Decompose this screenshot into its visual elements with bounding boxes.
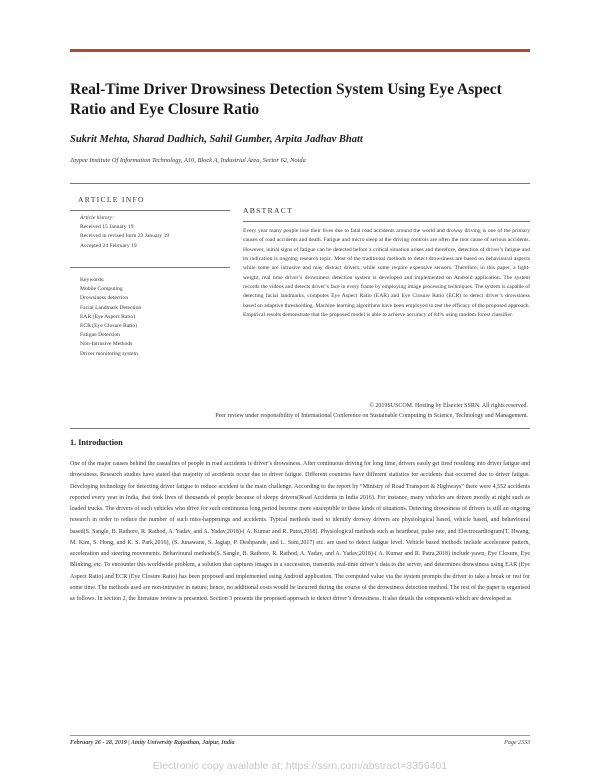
ssrn-watermark: Electronic copy available at: https://ssrn.com/abstract=3356401 [152, 760, 448, 772]
keyword: Drowsiness detection [80, 295, 129, 302]
divider [70, 183, 530, 184]
keywords-block [80, 276, 238, 359]
keyword: Driver monitoring system [80, 350, 138, 357]
footer-rule [70, 735, 530, 736]
history-received: Received 15 January 19 [80, 224, 134, 231]
article-history [80, 214, 238, 251]
keyword: Non-Intrusive Methods [80, 341, 133, 348]
keyword: Fatigue Detection [80, 332, 120, 339]
history-accepted: Accepted 24 February 19 [80, 242, 137, 249]
header-rule [70, 49, 530, 52]
divider [243, 221, 530, 222]
keywords-label: Keywords: [80, 277, 105, 283]
paper-title: Real-Time Driver Drowsiness Detection System Using Eye Aspect Ratio and Eye Closure Ratio [70, 81, 502, 118]
abstract-text: Every year many people lose their lives due to fatal road accidents around the world and drowsy driving is one of the primary causes of road accidents and death. Fatigue and micro sleep at the driving controls are often the root cause of serious accidents. However, initial signs of fatigue can be detected before a critical situation arises and therefore, detection of driver’s fatigue and its indication is ongoing research topic. Most of the traditional methods to detect drowsiness are based on behavioural aspects while some are intrusive and may distract drivers, while some require expensive sensors. Therefore, in this paper, a light-weight, real time driver’s drowsiness detection system is developed and implemented on Android application. The system records the videos and detects driver’s face in every frame by employing image processing techniques. The system is capable of detecting facial landmarks, computes Eye Aspect Ratio (EAR) and Eye Closure Ratio (ECR) to detect driver’s drowsiness based on adaptive thresholding. Machine learning algorithms have been employed to test the efficacy of the proposed approach. Empirical results demonstrate that the proposed model is able to achieve accuracy of 84% using random forest classifier. [243, 228, 530, 319]
divider [70, 428, 530, 429]
keyword: EAR (Eye Aspect Ratio) [80, 313, 136, 320]
footer [70, 740, 530, 746]
keyword: Facial Landmark Detection [80, 304, 142, 311]
abstract-heading: ABSTRACT [243, 206, 294, 215]
affiliation: Jaypee Institute Of Information Technology, A10, Block A, Industrial Area, Sector 62, Noida [70, 157, 306, 164]
history-label: Article history: [80, 215, 115, 221]
copyright: © 2019SUSCOM. Hosting by Elsevier SSRN. All rights reserved. [369, 403, 528, 409]
authors: Sukrit Mehta, Sharad Dadhich, Sahil Gumber, Arpita Jadhav Bhatt [70, 134, 363, 145]
peer-review-note: Peer review under responsibility of International Conference on Sustainable Computing in Science, Technology and Management. [215, 413, 528, 419]
page-number: Page 2333 [504, 740, 530, 746]
divider [70, 267, 230, 268]
conference-info: February 26 - 28, 2019 | Amity University Rajasthan, Jaipur, India [70, 740, 235, 746]
keyword: ECR (Eye Closure Ratio) [80, 323, 138, 330]
divider [70, 210, 230, 211]
keyword: Mobile Computing [80, 286, 123, 293]
section-heading-introduction: 1. Introduction [70, 438, 123, 447]
article-info-heading: ARTICLE INFO [78, 195, 145, 204]
history-revised: Received in revised form 23 January 19 [80, 233, 170, 240]
introduction-text: One of the major causes behind the casualties of people in road accidents is driver’s drowsiness. After continuous driving for long time, drivers easily get tired resulting into driver fatigue and drowsiness. Research studies have stated that majority of accidents occur due to driver fatigue. Different countries have different statistics for accidents that occurred due to driver fatigue. Developing technology for detecting driver fatigue to reduce accident is the main challenge. According to the report by “Ministry of Road Transport & Highways” there were 4,552 accidents reported every year in India, that took lives of thousands of people because of sleepy drivers(Road Accidents in India 2016). For instance, many vehicles are driven mostly at night such as loaded trucks. The drivers of such vehicles who drive for such continuous long period become more susceptible to these kinds of situations. Detecting drowsiness of drivers is still an ongoing research in order to reduce the number of such miss-happenings and accidents. Typical methods used to identify drowsy drivers are physiological based, vehicle based, and behavioural based(S. Sangle, B. Rathore, R. Rathod, A. Yadav, and A. Yadav,2018)-( A. Kumar and R. Patra,2018). Physiological methods such as heartbeat, pulse rate, and Electrocardiogram(T. Hwang, M. Kim, S. Hong, and K. S. Park,2016), (S. Junawane, S. Jagtap, P. Deshpande, and L. Soni,2017) etc. are used to detect fatigue level. Vehicle based methods include accelerator pattern, acceleration and steering movements. Behavioural methods(S. Sangle, B. Rathore, R. Rathod, A. Yadav, and A. Yadav,2018)-( A. Kumar and R. Patra,2018) include yawn, Eye Closure, Eye Blinking, etc. To encounter this worldwide problem, a solution that captures images in a succession, transmits real-time driver’s data to the server, and determines drowsiness using EAR (Eye Aspect Ratio) and ECR (Eye Closure Ratio) has been proposed and implemented using Android application. The computed value via the system prompts the driver to take a break or rest for some time. The methods used are non-intrusive in nature; hence, no additional costs would be incurred during the course of the drowsiness detection method. The rest of the paper is organised as follows. In section 2, the literature review is presented. Section 3 presents the proposed approach to detect driver’s drowsiness. It also details the components which are developed as [70, 461, 530, 602]
